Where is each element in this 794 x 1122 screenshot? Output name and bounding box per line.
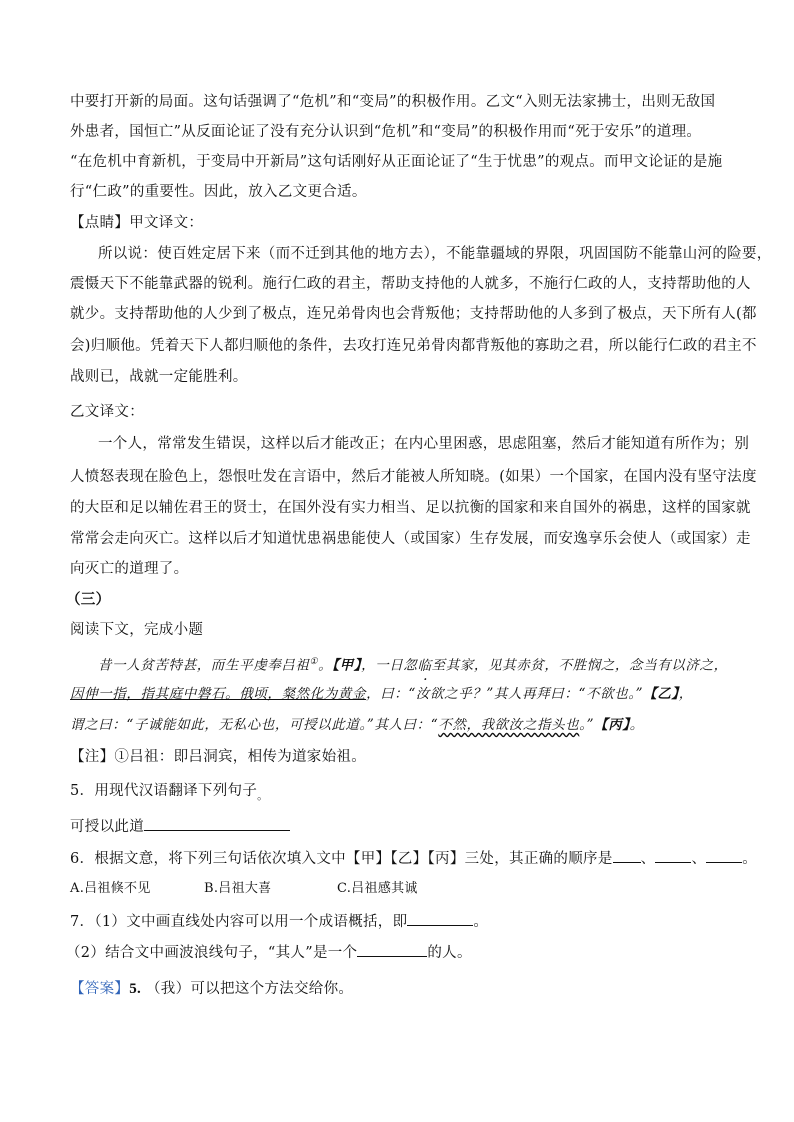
answer-blank[interactable] <box>613 848 641 863</box>
yi-translation-line: 人愤怒表现在脸色上，怨恨吐发在言语中，然后才能被人所知晓。(如果）一个国家，在国内没有坚守法度 <box>70 469 757 485</box>
text-line: “在危机中育新机，于变局中开新局”这句话刚好从正面论证了“生于忧患”的观点。而甲文论证的是施 <box>70 154 723 170</box>
answer-blank[interactable] <box>144 816 290 831</box>
question-7-part-1: 7．（1）文中画直线处内容可以用一个成语概括，即 。 <box>70 911 488 932</box>
text-line: 外患者，国恒亡”从反面论证了没有充分认识到“危机”和“变局”的积极作用而“死于安乐”的道理。 <box>70 124 702 140</box>
yi-translation-line: 向灭亡的道理了。 <box>70 561 189 577</box>
jia-translation-line: 就少。支持帮助他的人少到了极点，连兄弟骨肉也会背叛他；支持帮助他的人多到了极点，天下所有人(都 <box>70 306 757 322</box>
jia-translation-line: 会)归顺他。凭着天下人都归顺他的条件，去攻打连兄弟骨肉都背叛他的寡助之君，所以能行仁政的君主不 <box>70 338 757 354</box>
classical-text-line: 谓之曰：“子诚能如此，无私心也，可授以此道。”其人曰：“不然，我欲汝之指头也。”【丙】。 <box>70 717 644 733</box>
question-6: 6．根据文意，将下列三句话依次填入文中【甲】【乙】【丙】三处，其正确的顺序是 、 、 。 <box>70 848 757 869</box>
jia-translation-line: 震慑天下不能靠武器的锐利。施行仁政的君主，帮助支持他的人就多，不施行仁政的人，支持帮助他的人 <box>70 276 751 292</box>
question-5: 5．用现代汉语翻译下列句子$_。$ <box>70 783 269 802</box>
classical-text-line: 因伸一指，指其庭中磐石。俄顷，粲然化为黄金，曰：“汝欲之乎？”其人再拜曰：“不欲也。”【乙】， <box>70 686 693 702</box>
answer-blank[interactable] <box>706 848 742 863</box>
yi-heading: 乙文译文： <box>70 404 144 420</box>
blank-marker-jia: 【甲】 <box>332 657 362 674</box>
question-7-part-2: （2）结合文中画波浪线句子，“其人”是一个 的人。 <box>66 942 472 963</box>
text-line: 行“仁政”的重要性。因此，放入乙文更合适。 <box>70 184 367 200</box>
footnote: 【注】①吕祖：即吕洞宾，相传为道家始祖。 <box>70 749 366 765</box>
jia-translation-line: 战则已，战就一定能胜利。 <box>70 369 248 385</box>
option-c: C.吕祖感其诚 <box>337 881 418 896</box>
dianjing-heading: 【点睛】甲文译文： <box>70 215 204 231</box>
option-b: B.吕祖大喜 <box>204 881 272 896</box>
answer-line: 【答案】5. （我）可以把这个方法交给你。 <box>70 981 354 997</box>
classical-text-line: 昔一人贫苦特甚，而生平虔奉吕祖①。【甲】，一日忽临至其家，见其赤贫，不胜悯之，念当有以济之， <box>98 657 728 674</box>
yi-translation-line: 常常会走向灭亡。这样以后才知道忧患祸患能使人（或国家）生存发展，而安逸享乐会使人（或国家）走 <box>70 531 751 547</box>
yi-translation-line: 一个人，常常发生错误，这样以后才能改正；在内心里困惑，思虑阻塞，然后才能知道有所作为；别 <box>98 436 750 452</box>
option-a: A.吕祖倏不见 <box>70 881 151 896</box>
straight-underline-sentence: 因伸一指，指其庭中磐石。俄顷，粲然化为黄金 <box>70 686 367 702</box>
section-heading: （三） <box>66 591 111 608</box>
emphasis-dot-char: 临 <box>417 657 432 674</box>
blank-marker-bing: 【丙】 <box>594 717 630 733</box>
question-5-sentence: 可授以此道 <box>70 816 290 837</box>
wavy-underline-sentence: 不然，我欲汝之指头也 <box>438 717 580 733</box>
text-line: 中要打开新的局面。这句话强调了“危机”和“变局”的积极作用。乙文“入则无法家拂士，出则无敌国 <box>70 94 716 110</box>
answer-blank[interactable] <box>655 848 691 863</box>
yi-translation-line: 的大臣和足以辅佐君王的贤士，在国外没有实力相当、足以抗衡的国家和来自国外的祸患，这样的国家就 <box>70 500 751 516</box>
answer-blank[interactable] <box>357 942 427 957</box>
footnote-marker: ① <box>309 657 319 667</box>
instruction: 阅读下文，完成小题 <box>70 622 204 638</box>
answer-blank[interactable] <box>407 911 473 926</box>
jia-translation-line: 所以说：使百姓定居下来（而不迁到其他的地方去），不能靠疆域的界限，巩固国防不能靠山河的险要， <box>98 246 772 262</box>
blank-marker-yi: 【乙】 <box>643 686 679 702</box>
answer-tag: 【答案】 <box>70 981 130 997</box>
